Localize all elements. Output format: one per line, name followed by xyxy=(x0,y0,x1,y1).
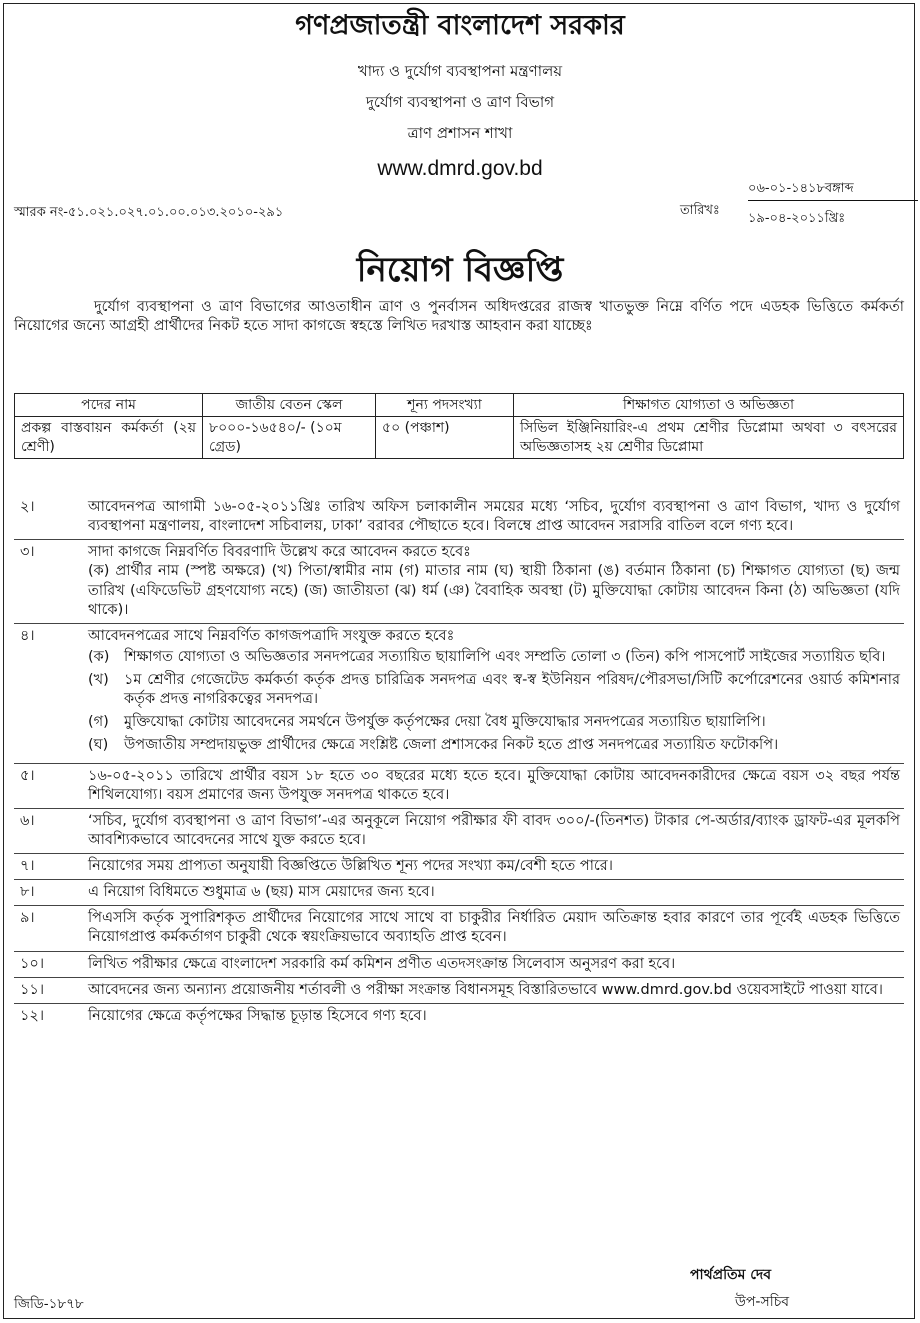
date-bangla: ০৬-০১-১৪১৮বঙ্গাব্দ xyxy=(748,180,918,201)
item-text: আবেদনপত্র আগামী ১৬-০৫-২০১১খ্রিঃ তারিখ অফিস চলাকালীন সময়ের মধ্যে ‘সচিব, দুর্যোগ ব্যবস্থাপনা ও ত্রাণ বিভাগ, খাদ্য ও দুর্যোগ ব্যবস্থাপনা মন্ত্রণালয়, বাংলাদেশ সচিবালয়, ঢাকা’ বরাবর পৌছাতে হবে। বিলম্বে প্রাপ্ত আবেদন সরাসরি বাতিল বলে গণ্য হবে। xyxy=(88,499,900,535)
table-header-row xyxy=(15,394,904,417)
item-number: ৮। xyxy=(20,884,35,901)
ministry-name: খাদ্য ও দুর্যোগ ব্যবস্থাপনা মন্ত্রণালয় xyxy=(357,62,563,80)
item-text: সাদা কাগজে নিম্নবর্ণিত বিবরণাদি উল্লেখ করে আবেদন করতে হবেঃ xyxy=(88,544,471,561)
cell-pay-scale: ৮০০০-১৬৫৪০/- (১০ম গ্রেড) xyxy=(203,417,376,459)
col-post-name: পদের নাম xyxy=(15,394,203,417)
col-pay-scale: জাতীয় বেতন স্কেল xyxy=(203,394,376,417)
item-number: ৪। xyxy=(20,627,35,644)
list-item xyxy=(14,854,904,880)
list-item xyxy=(14,906,904,951)
table-row xyxy=(15,417,904,459)
sub-item xyxy=(88,648,900,667)
sub-item xyxy=(88,671,900,709)
item-text: আবেদনের জন্য অন্যান্য প্রয়োজনীয় শর্তাবলী ও পরীক্ষা সংক্রান্ত বিধানসমূহ বিস্তারিতভাবে www.dmrd.gov.bd ওয়েবসাইটে পাওয়া যাবে। xyxy=(88,981,883,998)
government-title: গণপ্রজাতন্ত্রী বাংলাদেশ সরকার xyxy=(295,10,625,41)
list-item xyxy=(14,809,904,854)
sub-item-label: (খ) xyxy=(88,672,109,688)
website-link[interactable]: www.dmrd.gov.bd xyxy=(377,157,543,180)
sub-item-label: (ক) xyxy=(88,648,110,665)
item-text: পিএসসি কর্তৃক সুপারিশকৃত প্রার্থীদের নিয়োগের সাথে সাথে বা চাকুরীর নির্ধারিত মেয়াদ অতিক্রান্ত হবার কারণে তার পূর্বেই এডহক ভিত্তিতে নিয়োগপ্রাপ্ত কর্মকর্তাগণ চাকুরী থেকে স্বয়ংক্রিয়ভাবে অব্যাহতি প্রাপ্ত হবেন। xyxy=(88,910,900,946)
post-table xyxy=(14,393,904,459)
item-number: ৬। xyxy=(20,812,35,829)
sub-item xyxy=(88,713,900,732)
cell-vacancies: ৫০ (পঞ্চাশ) xyxy=(376,417,514,459)
item-text: লিখিত পরীক্ষার ক্ষেত্রে বাংলাদেশ সরকারি কর্ম কমিশন প্রণীত এতদসংক্রান্ত সিলেবাস অনুসরণ করা হবে। xyxy=(88,955,676,972)
list-item xyxy=(14,952,904,978)
item-text: ১৬-০৫-২০১১ তারিখে প্রার্থীর বয়স ১৮ হতে ৩০ বছরের মধ্যে হতে হবে। মুক্তিযোদ্ধা কোটায় আবেদনকারীদের ক্ষেত্রে বয়স ৩২ বছর পর্যন্ত শিথিলযোগ্য। বয়স প্রমাণের জন্য উপযুক্ত সনদপত্র থাকতে হবে। xyxy=(88,767,900,803)
list-item xyxy=(14,880,904,906)
item-text: এ নিয়োগ বিধিমতে শুধুমাত্র ৬ (ছয়) মাস মেয়াদের জন্য হবে। xyxy=(88,884,435,901)
list-item xyxy=(14,764,904,809)
sub-item xyxy=(88,736,900,755)
item-number: ১২। xyxy=(20,1007,45,1024)
sub-item-label: (ঘ) xyxy=(88,737,109,754)
memo-number: স্মারক নং-৫১.০২১.০২৭.০১.০০.০১৩.২০১০-২৯১ xyxy=(14,205,284,220)
sub-item-text: উপজাতীয় সম্প্রদায়ভুক্ত প্রার্থীদের ক্ষেত্রে সংশ্লিষ্ট জেলা প্রশাসকের নিকট হতে প্রাপ্ত সনদপত্রের সত্যায়িত ফটোকপি। xyxy=(124,737,779,754)
item-text: আবেদনপত্রের সাথে নিম্নবর্ণিত কাগজপত্রাদি সংযুক্ত করতে হবেঃ xyxy=(88,627,455,644)
signatory-name: পার্থপ্রতিম দেব xyxy=(690,1267,772,1283)
date-label: তারিখঃ xyxy=(680,203,720,218)
item-number: ১১। xyxy=(20,981,45,998)
conditions-list xyxy=(14,495,904,1029)
item-number: ৭। xyxy=(20,858,35,874)
cell-post-name: প্রকল্প বাস্তবায়ন কর্মকর্তা (২য় শ্রেণী) xyxy=(15,417,203,459)
item-number: ৯। xyxy=(20,910,35,927)
sub-item-text: শিক্ষাগত যোগ্যতা ও অভিজ্ঞতার সনদপত্রের সত্যায়িত ছায়ালিপি এবং সম্প্রতি তোলা ৩ (তিন) কপি পাসপোর্ট সাইজের সত্যায়িত ছবি। xyxy=(124,648,886,665)
list-item xyxy=(14,978,904,1004)
item-text: নিয়োগের সময় প্রাপ্যতা অনুযায়ী বিজ্ঞপ্তিতে উল্লিখিত শূন্য পদের সংখ্যা কম/বেশী হতে পারে। xyxy=(88,858,613,874)
item-text: ‘সচিব, দুর্যোগ ব্যবস্থাপনা ও ত্রাণ বিভাগ’-এর অনুকূলে নিয়োগ পরীক্ষার ফী বাবদ ৩০০/-(তিনশত) টাকার পে-অর্ডার/ব্যাংক ড্রাফট-এর মূলকপি আবশ্যিকভাবে আবেদনের সাথে যুক্ত করতে হবে। xyxy=(88,812,900,848)
item-number: ৩। xyxy=(20,544,35,561)
item-number: ১০। xyxy=(20,955,45,972)
branch-name: ত্রাণ প্রশাসন শাখা xyxy=(407,124,513,142)
intro-paragraph: দুর্যোগ ব্যবস্থাপনা ও ত্রাণ বিভাগের আওতাধীন ত্রাণ ও পুনর্বাসন অধিদপ্তরের রাজস্ব খাতভুক্ত নিম্নে বর্ণিত পদে এডহক ভিত্তিতে কর্মকর্তা নিয়োগের জন্যে আগ্রহী প্রার্থীদের নিকট হতে সাদা কাগজে স্বহস্তে লিখিত দরখাস্ত আহবান করা যাচ্ছেঃ xyxy=(14,299,904,335)
item-number: ৫। xyxy=(20,767,35,784)
cell-qualification: সিভিল ইঞ্জিনিয়ারিং-এ প্রথম শ্রেণীর ডিপ্লোমা অথবা ৩ বৎসরের অভিজ্ঞতাসহ ২য় শ্রেণীর ডিপ্লোমা xyxy=(514,417,904,459)
date-english: ১৯-০৪-২০১১খ্রিঃ xyxy=(748,211,846,226)
sub-item-label: (গ) xyxy=(88,714,109,731)
col-qualification: শিক্ষাগত যোগ্যতা ও অভিজ্ঞতা xyxy=(514,394,904,417)
signatory-designation: উপ-সচিব xyxy=(735,1294,790,1310)
item-number: ২। xyxy=(20,499,35,515)
list-item xyxy=(14,495,904,540)
sub-item-text: ১ম শ্রেণীর গেজেটেড কর্মকর্তা কর্তৃক প্রদত্ত চারিত্রিক সনদপত্র এবং স্ব-স্ব ইউনিয়ন পরিষদ/পৌরসভা/সিটি কর্পোরেশনের ওয়ার্ড কমিশনার কর্তৃক প্রদত্ত নাগরিকত্বের সনদপত্র। xyxy=(124,672,900,708)
list-item xyxy=(14,1004,904,1029)
sub-item-text: মুক্তিযোদ্ধা কোটায় আবেদনের সমর্থনে উপর্যুক্ত কর্তৃপক্ষের দেয়া বৈধ মুক্তিযোদ্ধার সনদপত্রের সত্যায়িত ছায়ালিপি। xyxy=(124,714,766,731)
notice-title: নিয়োগ বিজ্ঞপ্তি xyxy=(356,250,564,290)
list-item xyxy=(14,540,904,624)
item-text-details: (ক) প্রার্থীর নাম (স্পষ্ট অক্ষরে) (খ) পিতা/স্বামীর নাম (গ) মাতার নাম (ঘ) স্থায়ী ঠিকানা (ঙ) বর্তমান ঠিকানা (চ) শিক্ষাগত যোগ্যতা (ছ) জন্ম তারিখ (এফিডেভিট গ্রহণযোগ্য নহে) (জ) জাতীয়তা (ঝ) ধর্ম (ঞ) বৈবাহিক অবস্থা (ট) মুক্তিযোদ্ধা কোটায় আবেদন কিনা (ঠ) অভিজ্ঞতা (যদি থাকে)। xyxy=(88,563,900,618)
division-name: দুর্যোগ ব্যবস্থাপনা ও ত্রাণ বিভাগ xyxy=(365,93,555,111)
list-item xyxy=(14,624,904,764)
item-text: নিয়োগের ক্ষেত্রে কর্তৃপক্ষের সিদ্ধান্ত চূড়ান্ত হিসেবে গণ্য হবে। xyxy=(88,1007,427,1024)
col-vacancies: শূন্য পদসংখ্যা xyxy=(376,394,514,417)
gd-code: জিডি-১৮৭৮ xyxy=(14,1296,84,1312)
